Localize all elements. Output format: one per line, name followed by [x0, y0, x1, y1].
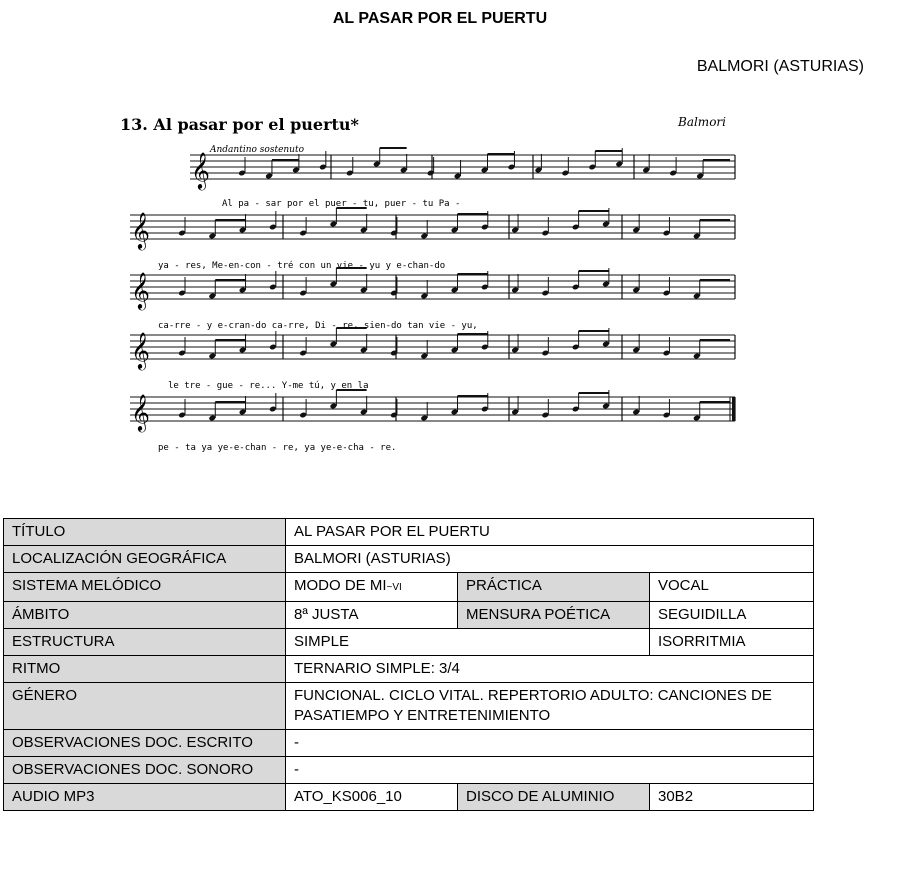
document-title: AL PASAR POR EL PUERTU [332, 10, 548, 27]
table-row-sistema [4, 573, 814, 602]
table-row-audio [4, 784, 814, 811]
treble-clef-icon: 𝄞 [131, 271, 150, 309]
staff-2 [130, 208, 735, 250]
score-lyric-line-2: ya - res, Me-en-con - tré con un vie - yu y e-chan-do [158, 261, 446, 271]
value-ambito: 8ª JUSTA [286, 602, 458, 629]
value-estructura: SIMPLE [286, 629, 650, 656]
value-localizacion: BALMORI (ASTURIAS) [286, 546, 814, 573]
metadata-table [3, 518, 814, 811]
label-disco: DISCO DE ALUMINIO [458, 784, 650, 811]
label-practica: PRÁCTICA [458, 573, 650, 602]
label-ambito: ÁMBITO [4, 602, 286, 629]
table-row-estructura [4, 629, 814, 656]
score-lyric-line-4: le tre - gue - re... Y-me tú, y en la [168, 381, 369, 391]
value-mensura: SEGUIDILLA [650, 602, 814, 629]
treble-clef-icon: 𝄞 [131, 211, 150, 249]
value-sistema-sub: ~VI [386, 582, 402, 593]
table-row-obs-sonoro [4, 757, 814, 784]
treble-clef-icon: 𝄞 [131, 331, 150, 369]
score-lyric-line-3: ca-rre - y e-cran-do ca-rre, Di - re, sien-do tan vie - yu, [158, 321, 478, 331]
value-titulo: AL PASAR POR EL PUERTU [286, 519, 814, 546]
score-number-title: 13. Al pasar por el puertu* [120, 115, 359, 134]
value-sistema-main: MODO DE MI [294, 577, 387, 594]
score-place: Balmori [678, 115, 726, 129]
table-row-ambito [4, 602, 814, 629]
table-row-localizacion [4, 546, 814, 573]
score-tempo: Andantino sostenuto [210, 145, 305, 155]
label-titulo: TÍTULO [4, 519, 286, 546]
label-obs-escrito: OBSERVACIONES DOC. ESCRITO [4, 730, 286, 757]
label-audio: AUDIO MP3 [4, 784, 286, 811]
treble-clef-icon: 𝄞 [131, 393, 150, 431]
value-genero: FUNCIONAL. CICLO VITAL. REPERTORIO ADULTO: CANCIONES DE PASATIEMPO Y ENTRETENIMIENTO [286, 683, 814, 730]
staff-3 [130, 268, 735, 310]
label-obs-sonoro: OBSERVACIONES DOC. SONORO [4, 757, 286, 784]
document-location: BALMORI (ASTURIAS) [696, 58, 864, 75]
staff-5 [130, 390, 735, 432]
value-practica: VOCAL [650, 573, 814, 602]
label-genero: GÉNERO [4, 683, 286, 730]
score-lyric-line-1: Al pa - sar por el puer - tu, puer - tu Pa - [222, 199, 461, 209]
table-row-genero [4, 683, 814, 730]
table-row-obs-escrito [4, 730, 814, 757]
value-audio: ATO_KS006_10 [286, 784, 458, 811]
score-lyric-line-5: pe - ta ya ye-e-chan - re, ya ye-e-cha - re. [158, 443, 397, 453]
table-row-ritmo [4, 656, 814, 683]
staff-4 [130, 328, 735, 370]
value-obs-sonoro: - [286, 757, 814, 784]
label-sistema: SISTEMA MELÓDICO [4, 573, 286, 602]
value-isorritmia: ISORRITMIA [650, 629, 814, 656]
label-mensura: MENSURA POÉTICA [458, 602, 650, 629]
table-row-titulo [4, 519, 814, 546]
treble-clef-icon: 𝄞 [191, 151, 210, 189]
value-disco: 30B2 [650, 784, 814, 811]
label-estructura: ESTRUCTURA [4, 629, 286, 656]
value-obs-escrito: - [286, 730, 814, 757]
music-score-image [110, 100, 750, 465]
value-ritmo: TERNARIO SIMPLE: 3/4 [286, 656, 814, 683]
label-ritmo: RITMO [4, 656, 286, 683]
label-localizacion: LOCALIZACIÓN GEOGRÁFICA [4, 546, 286, 573]
value-sistema [286, 573, 458, 602]
